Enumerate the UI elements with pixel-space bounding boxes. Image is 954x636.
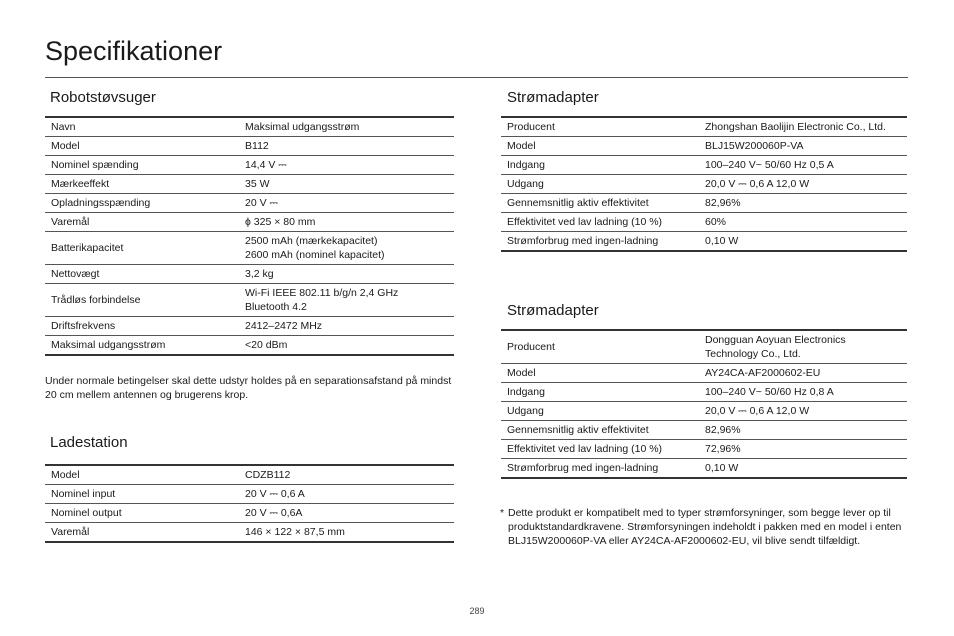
table-row bbox=[45, 336, 454, 356]
table-row bbox=[501, 383, 907, 402]
spec-label: Udgang bbox=[501, 402, 699, 421]
spec-value bbox=[239, 175, 454, 194]
spec-value bbox=[239, 336, 454, 356]
spec-value-line: 146 × 122 × 87,5 mm bbox=[245, 526, 345, 538]
table-row bbox=[45, 175, 454, 194]
spec-value bbox=[239, 194, 454, 213]
spec-label: Nominel output bbox=[45, 504, 239, 523]
spec-value-line: Bluetooth 4.2 bbox=[245, 301, 307, 313]
table-row bbox=[501, 421, 907, 440]
footnote-mark: * bbox=[500, 507, 505, 519]
table-row bbox=[45, 194, 454, 213]
spec-value-line: 14,4 V ⎓ bbox=[245, 159, 287, 171]
spec-label: Driftsfrekvens bbox=[45, 317, 239, 336]
spec-value-line: BLJ15W200060P-VA bbox=[705, 140, 804, 152]
table-row bbox=[45, 213, 454, 232]
spec-label: Gennemsnitlig aktiv effektivitet bbox=[501, 421, 699, 440]
title-divider bbox=[45, 77, 908, 78]
spec-value-line: 60% bbox=[705, 216, 727, 228]
spec-value-line: 20 V ⎓ bbox=[245, 197, 278, 209]
spec-label: Model bbox=[501, 364, 699, 383]
spec-value bbox=[699, 440, 907, 459]
spec-value-line: 82,96% bbox=[705, 197, 741, 209]
spec-label: Indgang bbox=[501, 383, 699, 402]
spec-value-line: Wi-Fi IEEE 802.11 b/g/n 2,4 GHz bbox=[245, 287, 399, 299]
table-row bbox=[501, 194, 907, 213]
robot-section-title: Robotstøvsuger bbox=[50, 89, 156, 106]
table-row bbox=[45, 317, 454, 336]
spec-label: Strømforbrug med ingen-ladning bbox=[501, 232, 699, 252]
table-row bbox=[501, 156, 907, 175]
table-row bbox=[501, 137, 907, 156]
dock-section-title: Ladestation bbox=[50, 434, 128, 451]
spec-value-line: Maksimal udgangsstrøm bbox=[245, 121, 360, 133]
spec-value-line: 2600 mAh (nominel kapacitet) bbox=[245, 249, 385, 261]
spec-label: Opladningsspænding bbox=[45, 194, 239, 213]
spec-label: Maksimal udgangsstrøm bbox=[45, 336, 239, 356]
table-row bbox=[501, 175, 907, 194]
spec-value bbox=[239, 137, 454, 156]
spec-value-line: 0,10 W bbox=[705, 462, 739, 474]
spec-label: Producent bbox=[501, 330, 699, 364]
spec-value bbox=[699, 156, 907, 175]
spec-value-line: 2500 mAh (mærkekapacitet) bbox=[245, 235, 378, 247]
table-row bbox=[501, 440, 907, 459]
spec-label: Gennemsnitlig aktiv effektivitet bbox=[501, 194, 699, 213]
table-row bbox=[501, 402, 907, 421]
spec-value-line: 100–240 V~ 50/60 Hz 0,8 A bbox=[705, 386, 834, 398]
spec-value-line: 35 W bbox=[245, 178, 270, 190]
adapter-footnote: Dette produkt er kompatibelt med to typer strømforsyninger, som begge lever op til produktstandardkravene. Strømforsyningen indeholdt i pakken med en model i enten BLJ15W200060P-VA eller AY24CA-AF2000602-EU, vil blive sendt tilfældigt. bbox=[508, 507, 902, 547]
adapter1-spec-table bbox=[501, 116, 907, 252]
spec-value-line: 2412–2472 MHz bbox=[245, 320, 323, 332]
table-row bbox=[45, 465, 454, 485]
spec-value-line: 20,0 V ⎓ 0,6 A 12,0 W bbox=[705, 178, 810, 190]
spec-value bbox=[699, 383, 907, 402]
spec-value bbox=[239, 504, 454, 523]
spec-value bbox=[239, 485, 454, 504]
spec-label: Trådløs forbindelse bbox=[45, 284, 239, 317]
spec-label: Batterikapacitet bbox=[45, 232, 239, 265]
spec-value bbox=[699, 364, 907, 383]
table-row bbox=[501, 117, 907, 137]
spec-value bbox=[239, 156, 454, 175]
spec-value bbox=[699, 330, 907, 364]
spec-value bbox=[699, 137, 907, 156]
adapter1-section-title: Strømadapter bbox=[507, 89, 599, 106]
spec-value-line: Technology Co., Ltd. bbox=[705, 348, 801, 360]
spec-value-line: 100–240 V~ 50/60 Hz 0,5 A bbox=[705, 159, 834, 171]
spec-value-line: <20 dBm bbox=[245, 339, 288, 351]
spec-value bbox=[699, 175, 907, 194]
spec-label: Model bbox=[45, 465, 239, 485]
spec-value-line: Zhongshan Baolijin Electronic Co., Ltd. bbox=[705, 121, 886, 133]
spec-value-line: 3,2 kg bbox=[245, 268, 274, 280]
spec-label: Udgang bbox=[501, 175, 699, 194]
table-row bbox=[45, 284, 454, 317]
spec-label: Varemål bbox=[45, 213, 239, 232]
spec-label: Effektivitet ved lav ladning (10 %) bbox=[501, 213, 699, 232]
spec-label: Mærkeeffekt bbox=[45, 175, 239, 194]
spec-value bbox=[699, 232, 907, 252]
spec-value bbox=[239, 265, 454, 284]
spec-value bbox=[699, 213, 907, 232]
spec-label: Strømforbrug med ingen-ladning bbox=[501, 459, 699, 479]
spec-label: Model bbox=[501, 137, 699, 156]
spec-value-line: 20,0 V ⎓ 0,6 A 12,0 W bbox=[705, 405, 810, 417]
adapter2-spec-table bbox=[501, 329, 907, 479]
table-row bbox=[45, 504, 454, 523]
spec-label: Nominel spænding bbox=[45, 156, 239, 175]
table-row bbox=[45, 137, 454, 156]
spec-value bbox=[239, 465, 454, 485]
spec-label: Navn bbox=[45, 117, 239, 137]
robot-spec-table bbox=[45, 116, 454, 356]
spec-value bbox=[239, 523, 454, 543]
spec-value-line: CDZB112 bbox=[245, 469, 291, 481]
spec-value bbox=[699, 459, 907, 479]
table-row bbox=[45, 156, 454, 175]
spec-value-line: 20 V ⎓ 0,6 A bbox=[245, 488, 305, 500]
table-row bbox=[45, 232, 454, 265]
adapter2-section-title: Strømadapter bbox=[507, 302, 599, 319]
page-title: Specifikationer bbox=[45, 36, 223, 66]
table-row bbox=[45, 265, 454, 284]
robot-note: Under normale betingelser skal dette udstyr holdes på en separationsafstand på mindst 20 cm mellem antennen og brugerens krop. bbox=[45, 375, 452, 401]
table-row bbox=[501, 330, 907, 364]
spec-label: Effektivitet ved lav ladning (10 %) bbox=[501, 440, 699, 459]
spec-value-line: 72,96% bbox=[705, 443, 741, 455]
spec-value-line: AY24CA-AF2000602-EU bbox=[705, 367, 821, 379]
spec-value-line: 20 V ⎓ 0,6A bbox=[245, 507, 303, 519]
table-row bbox=[45, 523, 454, 543]
spec-value-line: Dongguan Aoyuan Electronics bbox=[705, 334, 846, 346]
table-row bbox=[45, 117, 454, 137]
dock-spec-table bbox=[45, 464, 454, 543]
spec-value-line: ϕ 325 × 80 mm bbox=[245, 216, 316, 228]
spec-value bbox=[699, 117, 907, 137]
spec-value-line: 0,10 W bbox=[705, 235, 739, 247]
spec-value bbox=[239, 317, 454, 336]
spec-value bbox=[239, 213, 454, 232]
spec-label: Indgang bbox=[501, 156, 699, 175]
table-row bbox=[501, 364, 907, 383]
spec-value bbox=[699, 421, 907, 440]
page-number: 289 bbox=[469, 606, 485, 616]
spec-label: Producent bbox=[501, 117, 699, 137]
table-row bbox=[501, 213, 907, 232]
spec-label: Nominel input bbox=[45, 485, 239, 504]
spec-value bbox=[699, 194, 907, 213]
table-row bbox=[45, 485, 454, 504]
spec-value bbox=[239, 232, 454, 265]
spec-value bbox=[699, 402, 907, 421]
spec-value bbox=[239, 284, 454, 317]
spec-label: Model bbox=[45, 137, 239, 156]
spec-label: Varemål bbox=[45, 523, 239, 543]
spec-value-line: 82,96% bbox=[705, 424, 741, 436]
table-row bbox=[501, 459, 907, 479]
table-row bbox=[501, 232, 907, 252]
spec-label: Nettovægt bbox=[45, 265, 239, 284]
spec-value bbox=[239, 117, 454, 137]
spec-value-line: B112 bbox=[245, 140, 269, 152]
